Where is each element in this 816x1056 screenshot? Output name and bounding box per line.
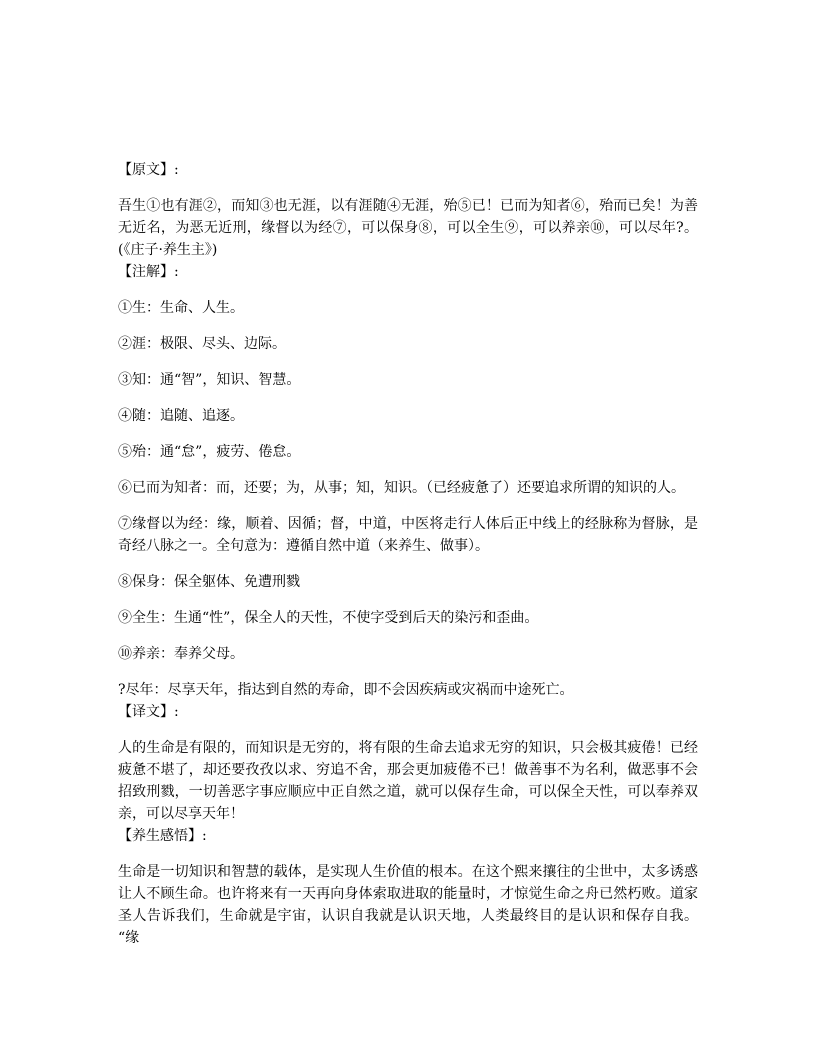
- annotation-item-8: ⑧保身：保全躯体、免遭刑戮: [118, 574, 300, 590]
- annotation-item-1: ①生：生命、人生。: [118, 300, 244, 316]
- annotation-item-11: ?尽年：尽享天年，指达到自然的寿命，即不会因疾病或灾祸而中途死亡。: [118, 682, 574, 698]
- section-heading-health-reflection: 【养生感悟】:: [118, 828, 207, 844]
- section-heading-annotations: 【注解】:: [118, 264, 179, 280]
- paragraph-original-text: 吾生①也有涯②，而知③也无涯，以有涯随④无涯，殆⑤已！已而为知者⑥，殆而已矣！为善无近名，为恶无近刑，缘督以为经⑦，可以保身⑧，可以全生⑨，可以养亲⑩，可以尽年?。(《庄子·养生主》): [118, 198, 698, 258]
- section-health-reflection: [118, 825, 698, 949]
- section-heading-translation: 【译文】:: [118, 704, 179, 720]
- annotation-item-6: ⑥已而为知者：而，还要；为，从事；知，知识。（已经疲惫了）还要追求所谓的知识的人。: [118, 480, 685, 496]
- annotation-item-4: ④随：追随、追逐。: [118, 408, 244, 424]
- section-annotations: [118, 261, 698, 701]
- annotation-item-7: ⑦缘督以为经：缘，顺着、因循；督，中道，中医将走行人体后正中线上的经脉称为督脉，是奇经八脉之一。全句意为：遵循自然中道（来养生、做事）。: [118, 516, 698, 554]
- section-translation: [118, 701, 698, 825]
- paragraph-translation: 人的生命是有限的，而知识是无穷的，将有限的生命去追求无穷的知识，只会极其疲倦！已经疲惫不堪了，却还要孜孜以求、穷追不舍，那会更加疲倦不已！做善事不为名利，做恶事不会招致刑戮，一切善恶字事应顺应中正自然之道，就可以保存生命，可以保全天性，可以奉养双亲，可以尽享天年！: [118, 740, 698, 822]
- section-heading-original: 【原文】:: [118, 162, 179, 178]
- annotation-item-2: ②涯：极限、尽头、边际。: [118, 336, 286, 352]
- annotation-item-3: ③知：通“智”，知识、智慧。: [118, 372, 301, 388]
- annotation-item-10: ⑩养亲：奉养父母。: [118, 646, 244, 662]
- paragraph-health-reflection: 生命是一切知识和智慧的载体，是实现人生价值的根本。在这个熙来攘往的尘世中，太多诱惑让人不顾生命。也许将来有一天再向身体索取进取的能量时，才惊觉生命之舟已然朽败。道家圣人告诉我们，生命就是宇宙，认识自我就是认识天地，人类最终目的是认识和保存自我。“缘: [118, 864, 698, 946]
- annotation-item-5: ⑤殆：通“怠”，疲劳、倦怠。: [118, 444, 301, 460]
- annotation-item-9: ⑨全生：生通“性”，保全人的天性，不使字受到后天的染污和歪曲。: [118, 610, 539, 626]
- section-original-text: [118, 159, 698, 261]
